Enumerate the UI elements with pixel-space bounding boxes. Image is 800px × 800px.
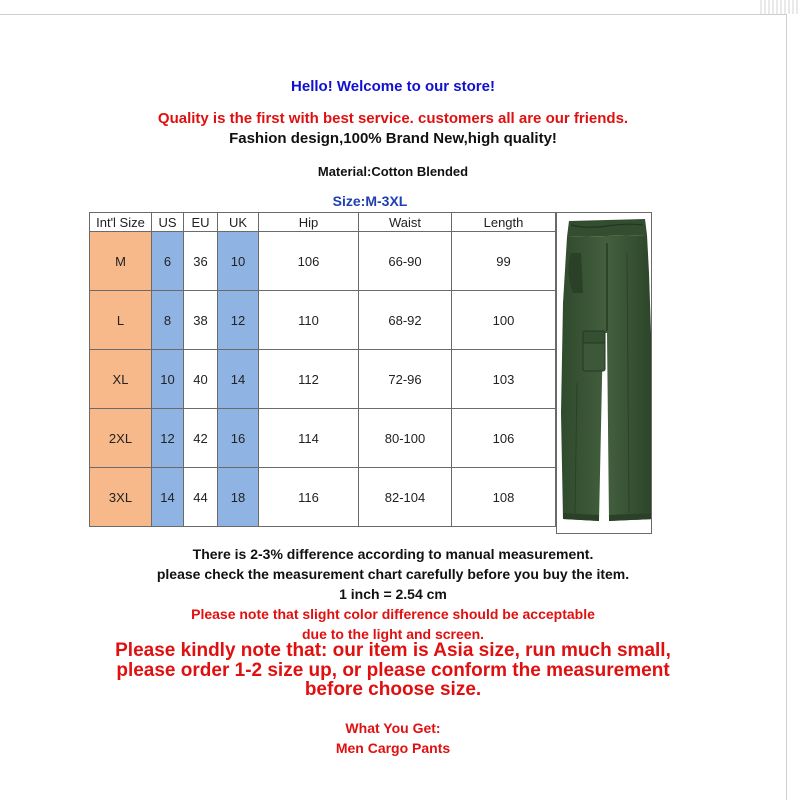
cell-us: 12	[152, 409, 184, 468]
frame-top-border	[0, 14, 786, 15]
quality-text: Quality is the first with best service. customers all are our friends.	[157, 110, 629, 127]
cell-length: 99	[452, 232, 556, 291]
cell-intl-size: 2XL	[90, 409, 152, 468]
table-row	[90, 409, 556, 468]
cell-us: 6	[152, 232, 184, 291]
cell-us: 14	[152, 468, 184, 527]
material-text: Material:Cotton Blended	[317, 164, 469, 179]
cell-waist: 72-96	[359, 350, 452, 409]
cell-eu: 40	[184, 350, 218, 409]
cell-waist: 66-90	[359, 232, 452, 291]
cell-eu: 36	[184, 232, 218, 291]
header-intl-size: Int'l Size	[90, 213, 152, 232]
cell-uk: 14	[218, 350, 259, 409]
cell-length: 103	[452, 350, 556, 409]
cell-length: 108	[452, 468, 556, 527]
cell-hip: 114	[259, 409, 359, 468]
size-chart-table	[89, 212, 556, 527]
asia-size-warning-1: Please kindly note that: our item is Asia size, run much small,	[115, 640, 671, 661]
table-row	[90, 468, 556, 527]
table-row	[90, 291, 556, 350]
cell-uk: 16	[218, 409, 259, 468]
what-you-get-label: What You Get:	[345, 720, 441, 736]
color-difference-note-2: due to the light and screen.	[301, 626, 485, 642]
inch-conversion-note: 1 inch = 2.54 cm	[339, 586, 447, 602]
cell-uk: 10	[218, 232, 259, 291]
color-difference-note-1: Please note that slight color difference should be acceptable	[191, 606, 595, 622]
cell-hip: 112	[259, 350, 359, 409]
cargo-pants-image	[556, 212, 652, 534]
cell-hip: 106	[259, 232, 359, 291]
check-chart-note: please check the measurement chart carefully before you buy the item.	[156, 566, 630, 582]
cargo-pants-icon	[557, 213, 651, 533]
fashion-text: Fashion design,100% Brand New,high quality!	[229, 130, 557, 147]
cell-eu: 38	[184, 291, 218, 350]
cell-us: 10	[152, 350, 184, 409]
cell-hip: 116	[259, 468, 359, 527]
cell-hip: 110	[259, 291, 359, 350]
cell-eu: 44	[184, 468, 218, 527]
frame-corner-pattern	[760, 0, 800, 14]
cell-intl-size: 3XL	[90, 468, 152, 527]
cell-uk: 18	[218, 468, 259, 527]
asia-size-warning-2: please order 1-2 size up, or please conform the measurement	[116, 660, 670, 681]
cell-uk: 12	[218, 291, 259, 350]
cell-waist: 80-100	[359, 409, 452, 468]
header-hip: Hip	[259, 213, 359, 232]
cell-intl-size: XL	[90, 350, 152, 409]
header-eu: EU	[184, 213, 218, 232]
table-row	[90, 350, 556, 409]
package-item-text: Men Cargo Pants	[335, 740, 451, 756]
cell-length: 100	[452, 291, 556, 350]
size-range-title: Size:M-3XL	[332, 193, 408, 209]
table-row	[90, 232, 556, 291]
cell-waist: 68-92	[359, 291, 452, 350]
cell-length: 106	[452, 409, 556, 468]
cell-us: 8	[152, 291, 184, 350]
cell-waist: 82-104	[359, 468, 452, 527]
cell-intl-size: L	[90, 291, 152, 350]
welcome-text: Hello! Welcome to our store!	[291, 78, 495, 95]
cell-eu: 42	[184, 409, 218, 468]
size-chart-header-row	[90, 213, 556, 232]
header-uk: UK	[218, 213, 259, 232]
cell-intl-size: M	[90, 232, 152, 291]
asia-size-warning-3: before choose size.	[304, 679, 482, 700]
difference-note: There is 2-3% difference according to manual measurement.	[192, 546, 594, 562]
header-waist: Waist	[359, 213, 452, 232]
header-us: US	[152, 213, 184, 232]
frame-right-border	[786, 14, 787, 800]
header-length: Length	[452, 213, 556, 232]
